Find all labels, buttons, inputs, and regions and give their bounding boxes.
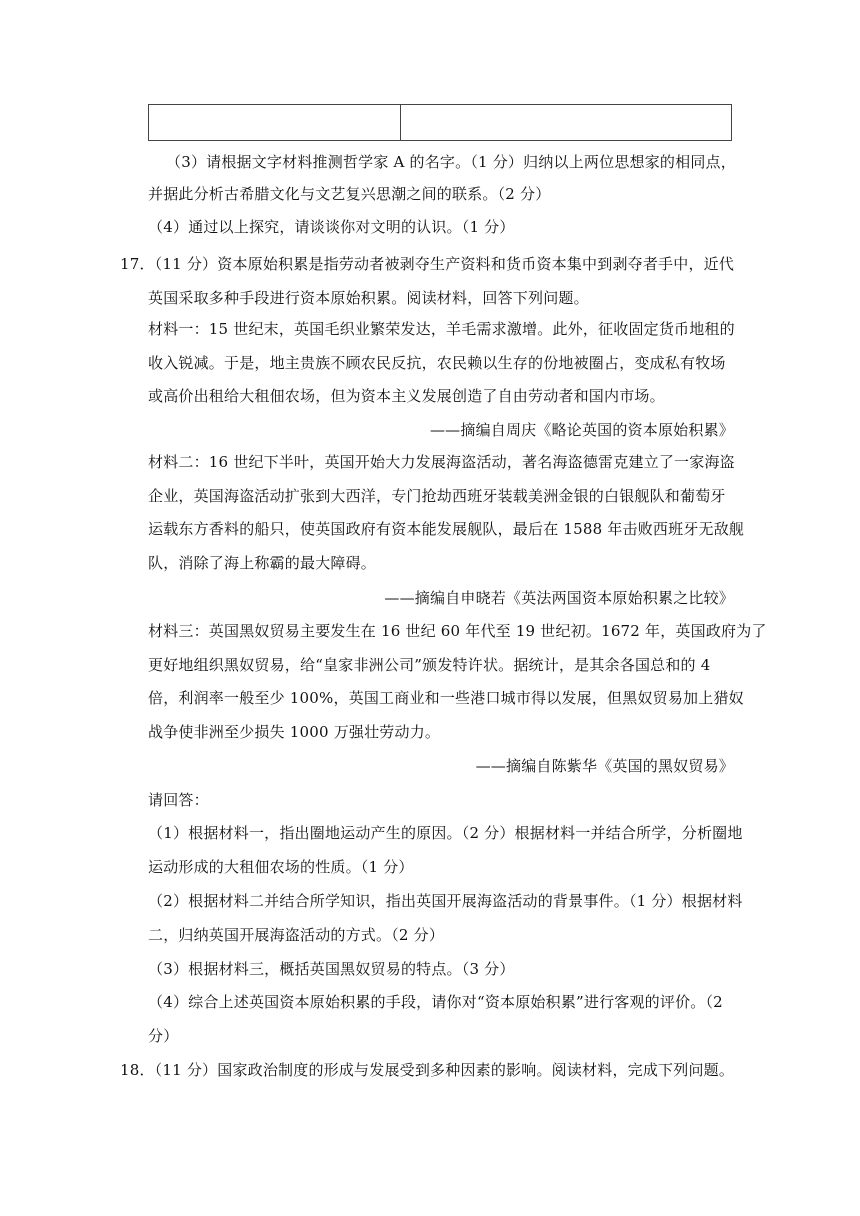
material-1-source: ——摘编自周庆《略论英国的资本原始积累》: [429, 421, 734, 439]
answer-4-line-2: 分）: [148, 1027, 179, 1045]
material-2-line-2: 企业，英国海盗活动扩张到大西洋，专门抢劫西班牙装载美洲金银的白银舰队和葡萄牙: [148, 487, 726, 505]
material-3-line-1: 材料三：英国黑奴贸易主要发生在 16 世纪 60 年代至 19 世纪初。1672 年，英国政府为了: [148, 622, 767, 640]
material-2-source: ——摘编自申晓若《英法两国资本原始积累之比较》: [384, 589, 734, 607]
question-4-line: （4）通过以上探究，请谈谈你对文明的认识。（1 分）: [148, 218, 515, 236]
material-1-line-1: 材料一：15 世纪末，英国毛织业繁荣发达，羊毛需求激增。此外，征收固定货币地租的: [148, 320, 735, 338]
material-2-line-1: 材料二：16 世纪下半叶，英国开始大力发展海盗活动，著名海盗德雷克建立了一家海盗: [148, 453, 735, 471]
material-3-line-2: 更好地组织黑奴贸易，给“皇家非洲公司”颁发特许状。据统计，是其余各国总和的 4: [148, 656, 711, 674]
answer-2-line-1: （2）根据材料二并结合所学知识，指出英国开展海盗活动的背景事件。（1 分）根据材料: [148, 892, 743, 910]
question-17-line-2: 英国采取多种手段进行资本原始积累。阅读材料，回答下列问题。: [148, 289, 589, 307]
question-18-line: 18．（11 分）国家政治制度的形成与发展受到多种因素的影响。阅读材料，完成下列问题。: [120, 1061, 735, 1079]
question-3-line-2: 并据此分析古希腊文化与文艺复兴思潮之间的联系。（2 分）: [148, 185, 551, 203]
material-3-source: ——摘编自陈紫华《英国的黑奴贸易》: [475, 757, 734, 775]
material-3-line-4: 战争使非洲至少损失 1000 万强壮劳动力。: [148, 723, 441, 741]
answer-3-line: （3）根据材料三，概括英国黑奴贸易的特点。（3 分）: [148, 960, 515, 978]
answer-table: [148, 104, 732, 141]
answer-1-line-1: （1）根据材料一，指出圈地运动产生的原因。（2 分）根据材料一并结合所学，分析圈地: [148, 824, 743, 842]
material-1-line-2: 收入锐减。于是，地主贵族不顾农民反抗，农民赖以生存的份地被圈占，变成私有牧场: [148, 354, 726, 372]
answer-4-line-1: （4）综合上述英国资本原始积累的手段，请你对“资本原始积累”进行客观的评价。（2: [148, 993, 723, 1011]
answer-2-line-2: 二，归纳英国开展海盗活动的方式。（2 分）: [148, 926, 445, 944]
answer-1-line-2: 运动形成的大租佃农场的性质。（1 分）: [148, 858, 414, 876]
answer-prompt: 请回答：: [148, 791, 209, 809]
material-1-line-3: 或高价出租给大租佃农场，但为资本主义发展创造了自由劳动者和国内市场。: [148, 387, 665, 405]
material-3-line-3: 倍，利润率一般至少 100%，英国工商业和一些港口城市得以发展，但黑奴贸易加上猎奴: [148, 689, 744, 707]
question-3-line-1: （3）请根据文字材料推测哲学家 A 的名字。（1 分）归纳以上两位思想家的相同点，: [166, 153, 736, 171]
material-2-line-3: 运载东方香料的船只，使英国政府有资本能发展舰队，最后在 1588 年击败西班牙无敌舰: [148, 520, 745, 538]
table-cell: [149, 105, 401, 140]
material-2-line-4: 队，消除了海上称霸的最大障碍。: [148, 554, 377, 572]
question-17-line-1: 17．（11 分）资本原始积累是指劳动者被剥夺生产资料和货币资本集中到剥夺者手中，近代: [120, 255, 735, 273]
table-cell: [401, 105, 731, 140]
